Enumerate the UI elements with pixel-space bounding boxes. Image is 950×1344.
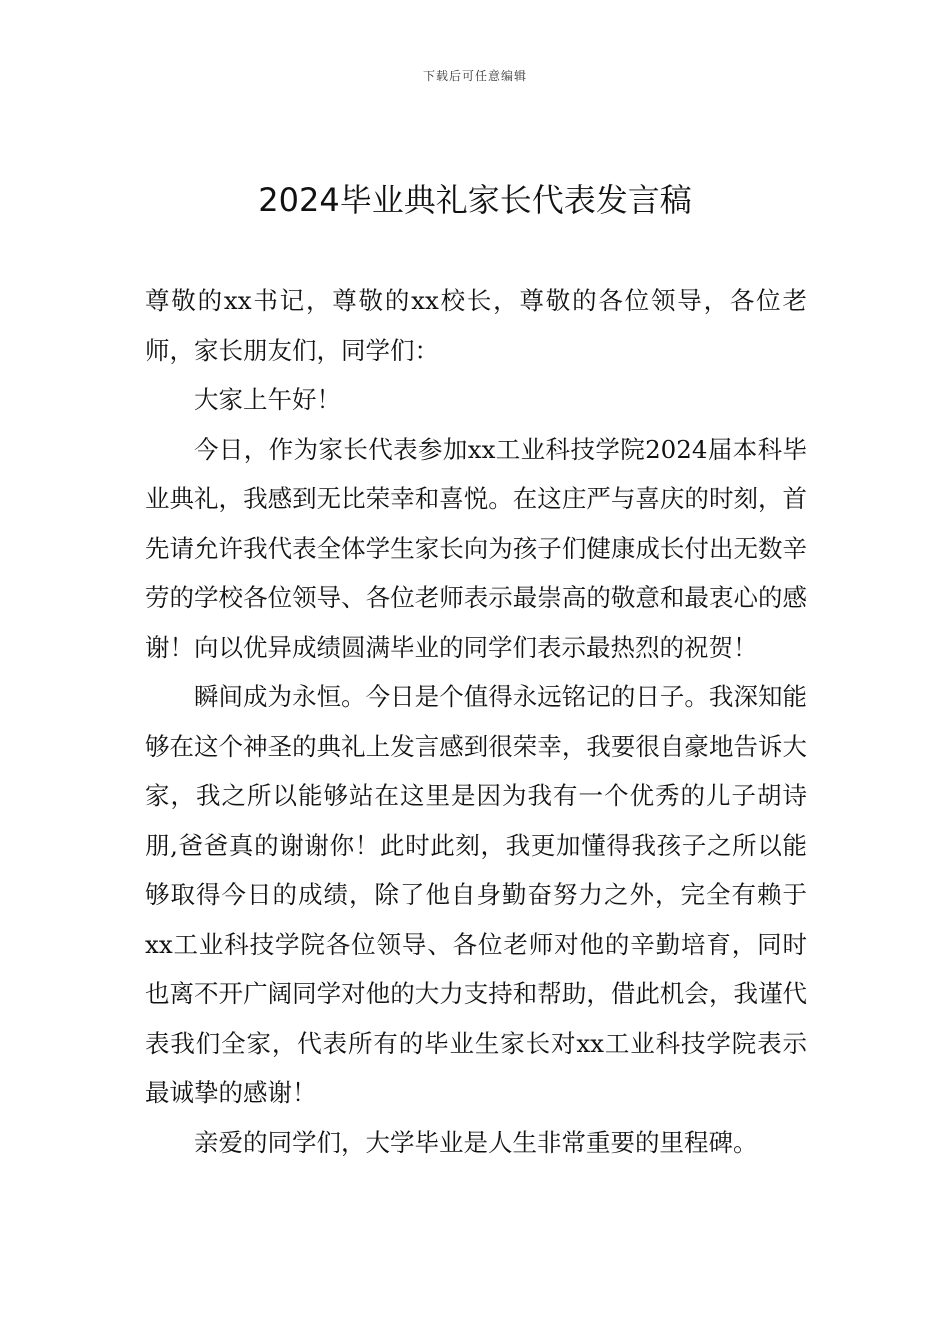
body-paragraph-3: 亲爱的同学们，大学毕业是人生非常重要的里程碑。 [194, 1127, 758, 1157]
body-paragraph-1: 今日，作为家长代表参加xx工业科技学院2024届本科毕业典礼，我感到无比荣幸和喜悦。在这庄严与喜庆的时刻，首先请允许我代表全体学生家长向为孩子们健康成长付出无数辛劳的学校各位领导、各位老师表示最崇高的敬意和最衷心的感谢！向以优异成绩圆满毕业的同学们表示最热烈的祝贺！ [145, 434, 807, 662]
salutation-paragraph: 尊敬的xx书记，尊敬的xx校长，尊敬的各位领导，各位老师，家长朋友们，同学们： [145, 286, 807, 365]
body-paragraph-2: 瞬间成为永恒。今日是个值得永远铭记的日子。我深知能够在这个神圣的典礼上发言感到很荣幸，我要很自豪地告诉大家，我之所以能够站在这里是因为我有一个优秀的儿子胡诗朋,爸爸真的谢谢你！此时此刻，我更加懂得我孩子之所以能够取得今日的成绩，除了他自身勤奋努力之外，完全有赖于xx工业科技学院各位领导、各位老师对他的辛勤培育，同时也离不开广阔同学对他的大力支持和帮助，借此机会，我谨代表我们全家，代表所有的毕业生家长对xx工业科技学院表示最诚挚的感谢！ [145, 682, 807, 1107]
document-title: 2024毕业典礼家长代表发言稿 [258, 181, 692, 219]
document-body [145, 276, 807, 1167]
header-note: 下载后可任意编辑 [422, 69, 527, 83]
greeting-paragraph: 大家上午好！ [194, 385, 341, 414]
